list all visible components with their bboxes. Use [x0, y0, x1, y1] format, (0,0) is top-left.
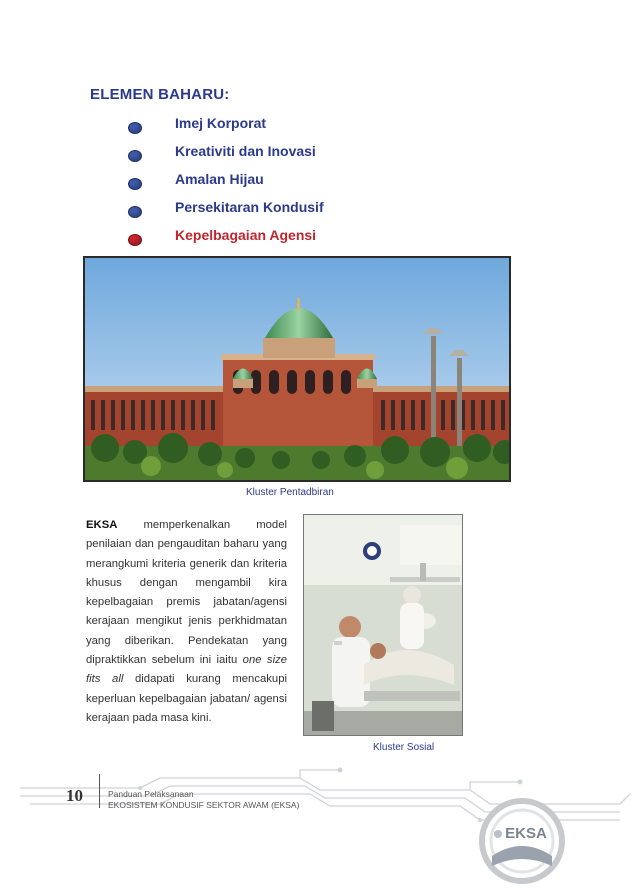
- body-text-2: didapati kurang mencakupi keperluan kepelbagaian jabatan/ agensi kerajaan pada masa kini.: [86, 673, 287, 724]
- element-label: Persekitaran Kondusif: [175, 199, 324, 215]
- photo-caption: Kluster Pentadbiran: [246, 487, 334, 498]
- body-italic: one size fits all: [86, 654, 288, 686]
- section-heading: ELEMEN BAHARU:: [90, 86, 230, 103]
- list-item-active: [124, 224, 384, 252]
- bullet-icon: [128, 150, 142, 162]
- building-illustration: [85, 258, 511, 482]
- list-item: [124, 168, 384, 196]
- bullet-icon-active: [128, 234, 142, 246]
- footer-subtitle: EKOSISTEM KONDUSIF SEKTOR AWAM (EKSA): [108, 800, 300, 810]
- element-label: Kreativiti dan Inovasi: [175, 143, 316, 159]
- footer-divider: [99, 774, 100, 808]
- logo-text: EKSA: [505, 825, 547, 842]
- body-paragraph: [86, 516, 287, 728]
- list-item: [124, 112, 384, 140]
- bullet-icon: [128, 206, 142, 218]
- element-label: Imej Korporat: [175, 115, 267, 131]
- dental-clinic-photo: [303, 514, 463, 736]
- element-label: Amalan Hijau: [175, 171, 264, 187]
- eksa-logo: [478, 796, 566, 886]
- page-number: 10: [66, 786, 83, 805]
- body-text-1: memperkenalkan model penilaian dan pengauditan baharu yang merangkumi kriteria generik dan kriteria khusus dengan mengambil kira kepelbagaian premis jabatan/agensi kerajaan mengikut jenis perkhidmatan yang diberikan. Pendekatan yang dipraktikkan sebelum ini iaitu: [86, 519, 287, 667]
- lead-term: EKSA: [86, 519, 118, 531]
- photo-caption: Kluster Sosial: [373, 742, 435, 753]
- list-item: [124, 140, 384, 168]
- element-list: [124, 112, 384, 252]
- bullet-icon: [128, 122, 142, 134]
- element-label-active: Kepelbagaian Agensi: [175, 227, 317, 243]
- list-item: [124, 196, 384, 224]
- government-building-photo: [83, 256, 511, 482]
- footer-title: Panduan Pelaksanaan: [108, 789, 194, 799]
- bullet-icon: [128, 178, 142, 190]
- clinic-illustration: [304, 515, 463, 736]
